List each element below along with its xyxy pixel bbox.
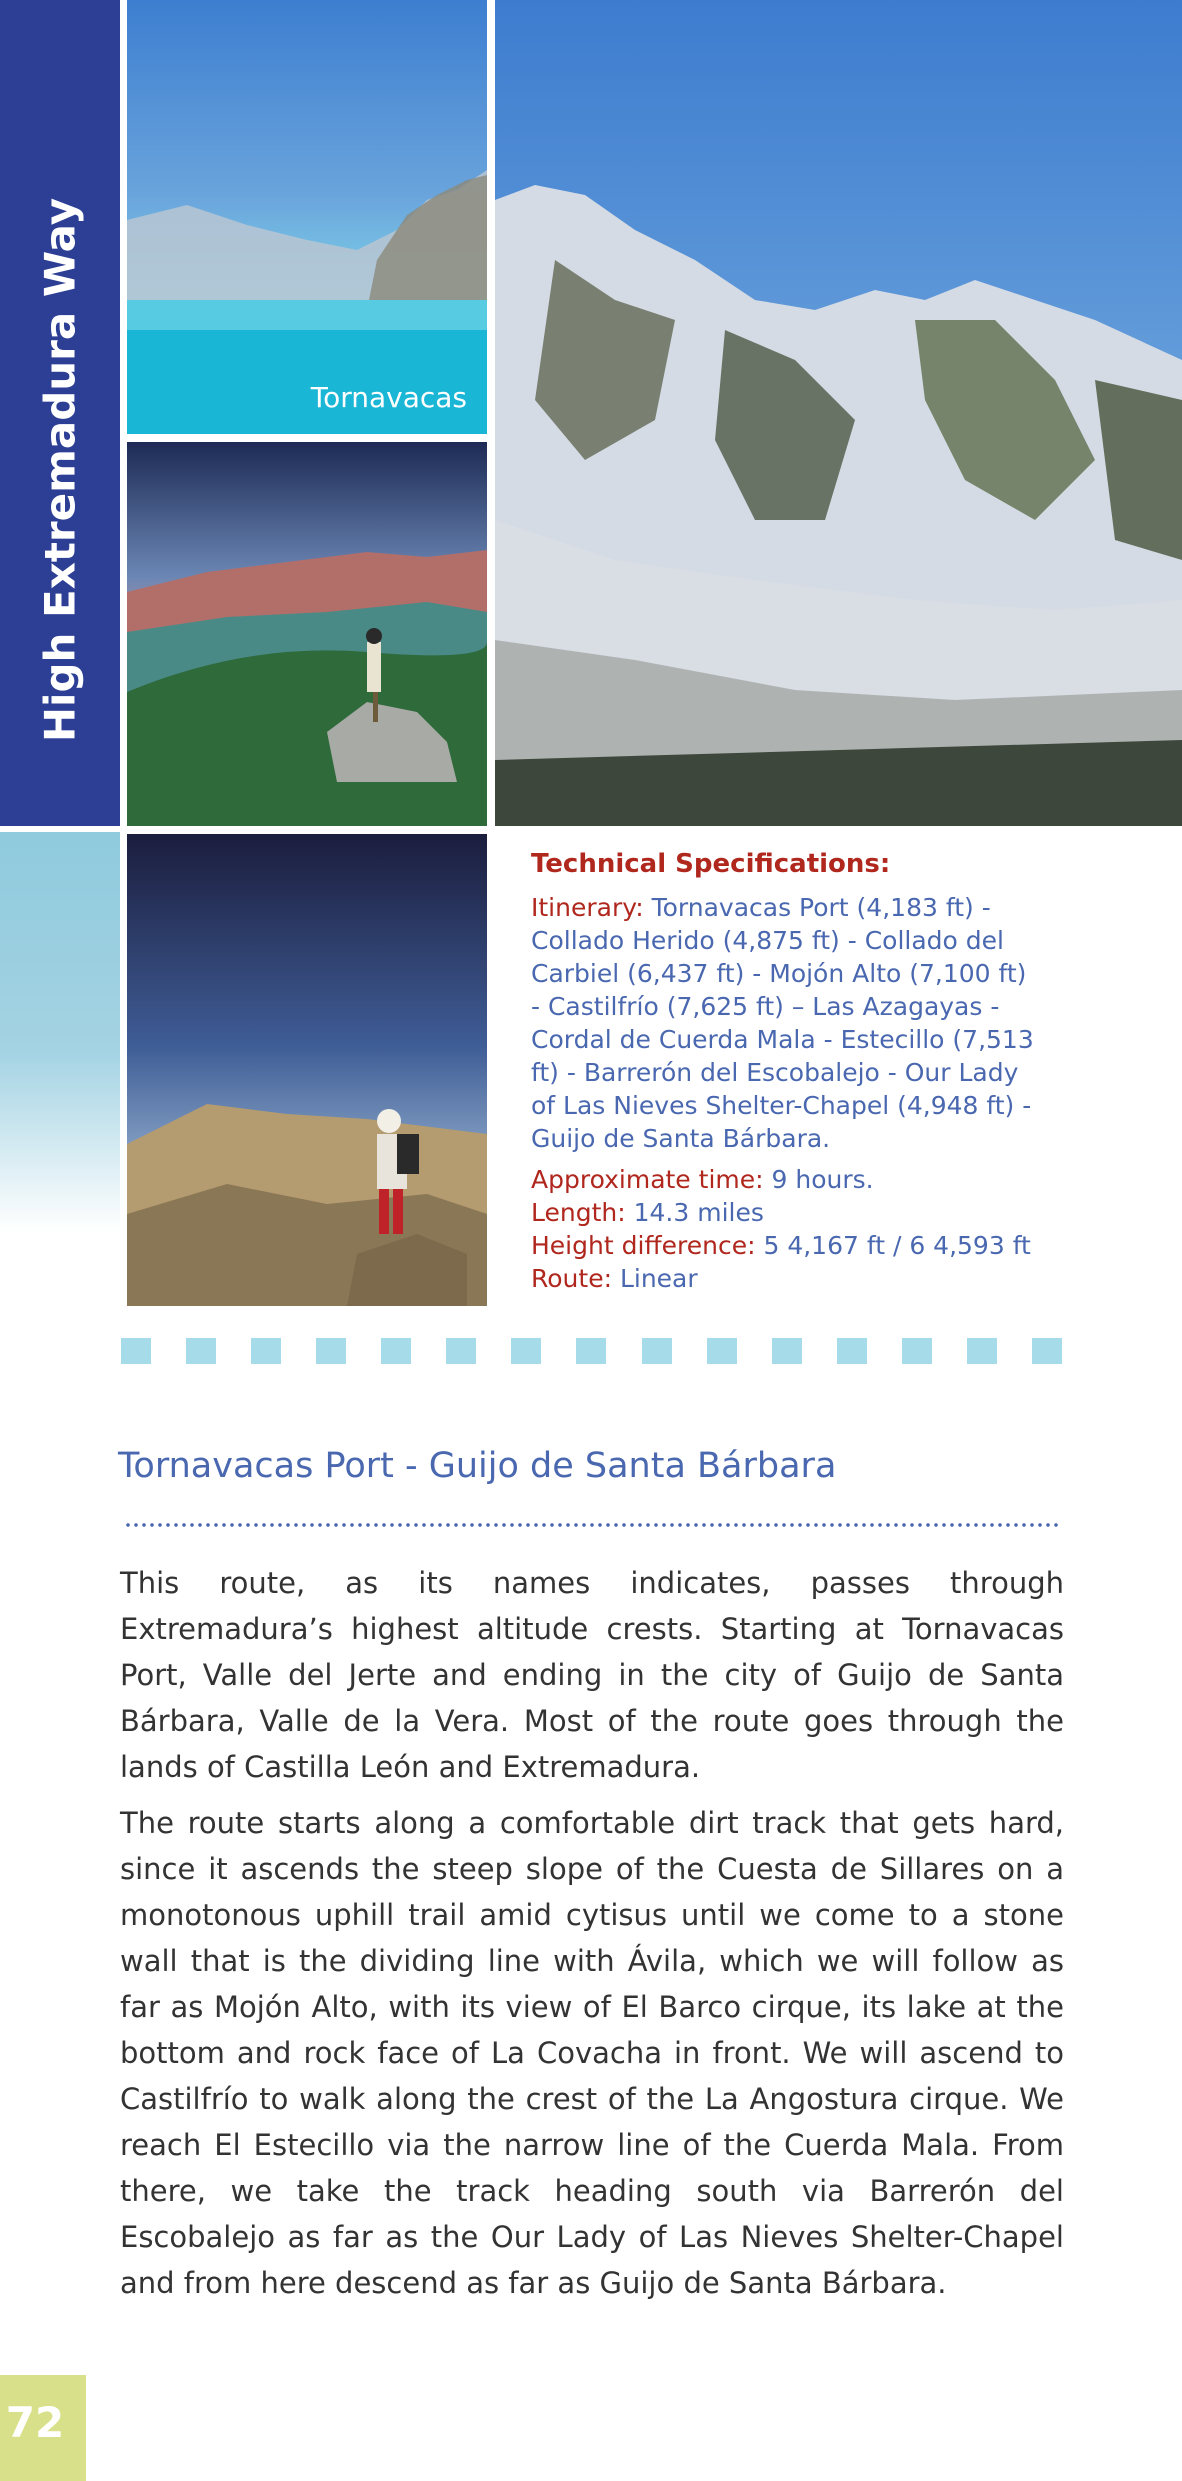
itinerary-line: Cordal de Cuerda Mala - Estecillo (7,513 — [531, 1025, 1034, 1054]
specs-itinerary — [531, 891, 1091, 1155]
itinerary-line: ft) - Barrerón del Escobalejo - Our Lady — [531, 1058, 1019, 1087]
paragraph: The route starts along a comfortable dirt track that gets hard, since it ascends the steep slope of the Cuesta de Sillares on a monotonous uphill trail amid cytisus until we come to a stone wall that is the dividing line with Ávila, which we will follow as far as Mojón Alto, with its view of El Barco cirque, its lake at the bottom and rock face of La Covacha in front. We will ascend to Castilfrío to walk along the crest of the La Angostura cirque. We reach El Estecillo via the narrow line of the Cuerda Mala. From there, we take the track heading south via Barrerón del Escobalejo as far as the Our Lady of Las Nieves Shelter-Chapel and from here descend as far as Guijo de Santa Bárbara. — [120, 1806, 1064, 2300]
itinerary-line: of Las Nieves Shelter-Chapel (4,948 ft) - — [531, 1091, 1032, 1120]
height-label: Height difference: — [531, 1231, 756, 1260]
length-label: Length: — [531, 1198, 626, 1227]
specs-time — [531, 1163, 1091, 1196]
itinerary-line: Tornavacas Port (4,183 ft) - — [651, 893, 991, 922]
itinerary-label: Itinerary: — [531, 893, 644, 922]
specs-heading: Technical Specifications: — [531, 849, 891, 879]
paragraph: This route, as its names indicates, passes through Extremadura’s highest altitude crests. Starting at Tornavacas Port, Valle del Jerte and ending in the city of Guijo de Santa Bárbara, Valle de la Vera. Most of the route goes through the lands of Castilla León and Extremadura. — [120, 1566, 1064, 1784]
route-label: Route: — [531, 1264, 612, 1293]
specs-height — [531, 1229, 1091, 1262]
itinerary-line: Carbiel (6,437 ft) - Mojón Alto (7,100 ft) — [531, 959, 1027, 988]
photo-tornavacas — [127, 0, 487, 434]
technical-specifications — [531, 848, 1091, 1295]
time-value: 9 hours. — [771, 1165, 874, 1194]
photo-caption: Tornavacas — [310, 381, 467, 414]
route-value: Linear — [619, 1264, 698, 1293]
height-value: 5 4,167 ft / 6 4,593 ft — [763, 1231, 1031, 1260]
page-number: 72 — [5, 2398, 65, 2447]
itinerary-line: - Castilfrío (7,625 ft) – Las Azagayas - — [531, 992, 1000, 1021]
photo-hiker-summit — [127, 834, 487, 1306]
specs-length — [531, 1196, 1091, 1229]
photo-snowy-mountain — [495, 0, 1182, 826]
sidebar-fade — [0, 832, 120, 1232]
sidebar-title-text: High Extremadura Way — [35, 197, 85, 743]
itinerary-line: Collado Herido (4,875 ft) - Collado del — [531, 926, 1004, 955]
photo-hiker-overlook — [127, 442, 487, 826]
route-description — [120, 1560, 1064, 2316]
dashed-divider — [121, 1338, 1062, 1364]
dotted-underline — [124, 1522, 1062, 1528]
itinerary-line: Guijo de Santa Bárbara. — [531, 1124, 831, 1153]
length-value: 14.3 miles — [633, 1198, 764, 1227]
route-title: Tornavacas Port - Guijo de Santa Bárbara — [118, 1446, 837, 1486]
specs-route — [531, 1262, 1091, 1295]
time-label: Approximate time: — [531, 1165, 764, 1194]
